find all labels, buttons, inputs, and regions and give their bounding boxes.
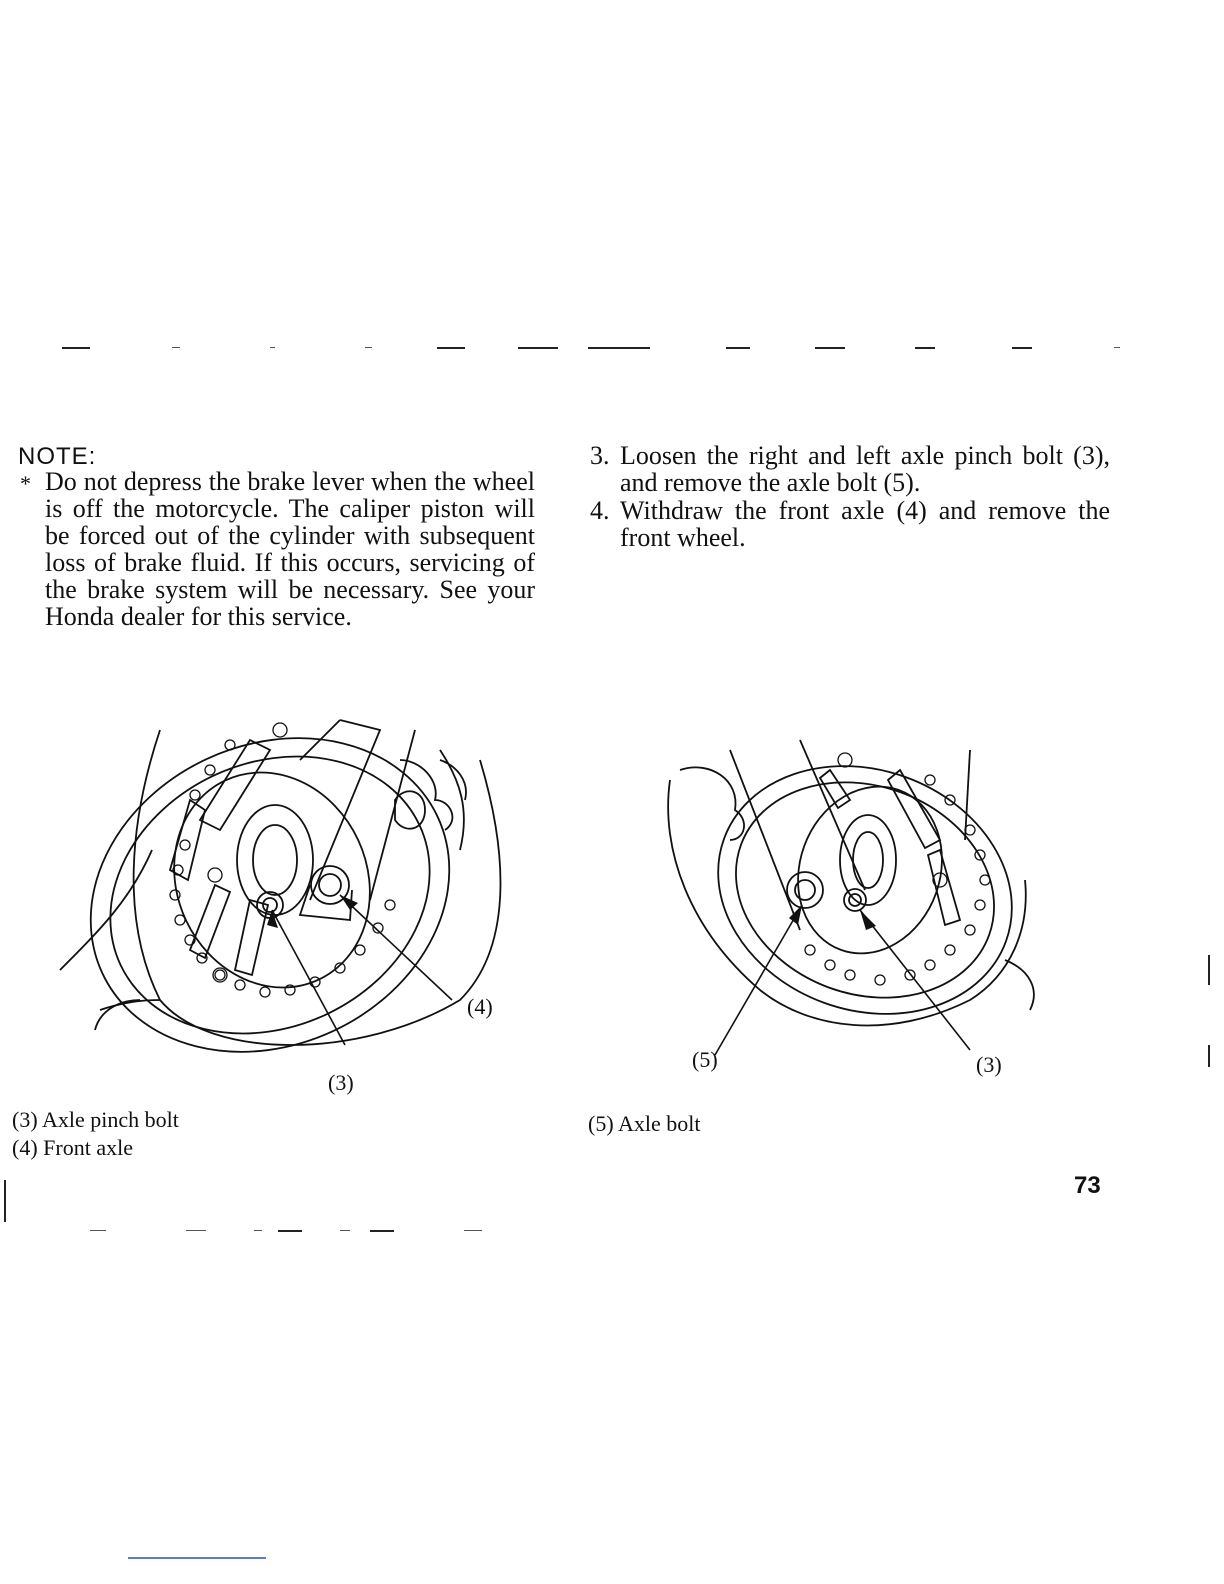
caption-axle-pinch-bolt: (3) Axle pinch bolt (12, 1107, 179, 1132)
callout-3-right: (3) (976, 1052, 1002, 1077)
caption-axle-bolt: (5) Axle bolt (588, 1111, 701, 1136)
left-wheel-illustration (40, 700, 560, 1080)
callout-5-right: (5) (692, 1047, 718, 1072)
step-text: Withdraw the front axle (4) and remove the front wheel. (620, 496, 1110, 552)
note-text: Do not depress the brake lever when the wheel is off the motorcycle. The caliper piston will be forced out of the cylinder with subsequent loss of brake fluid. If this occurs, servicing of the brake system will be necessary. See your Honda dealer for this service. (45, 467, 535, 631)
page-number: 73 (1074, 1172, 1101, 1199)
note-paragraph (20, 468, 535, 630)
step-number: 3. (590, 441, 610, 470)
procedure-steps (590, 442, 1110, 552)
blue-underline (128, 1557, 266, 1559)
bullet-icon: * (20, 471, 31, 496)
list-item (590, 497, 1110, 551)
step-text: Loosen the right and left axle pinch bolt (3), and remove the axle bolt (5). (620, 441, 1110, 497)
list-item (590, 442, 1110, 496)
callout-4-left: (4) (467, 994, 493, 1019)
figure-left-captions (12, 1106, 179, 1162)
right-wheel-illustration (650, 730, 1040, 1070)
caption-front-axle: (4) Front axle (12, 1135, 133, 1160)
callout-3-left: (3) (328, 1070, 354, 1095)
step-number: 4. (590, 496, 610, 525)
note-heading: NOTE: (18, 443, 97, 470)
figure-right-captions (588, 1110, 700, 1138)
